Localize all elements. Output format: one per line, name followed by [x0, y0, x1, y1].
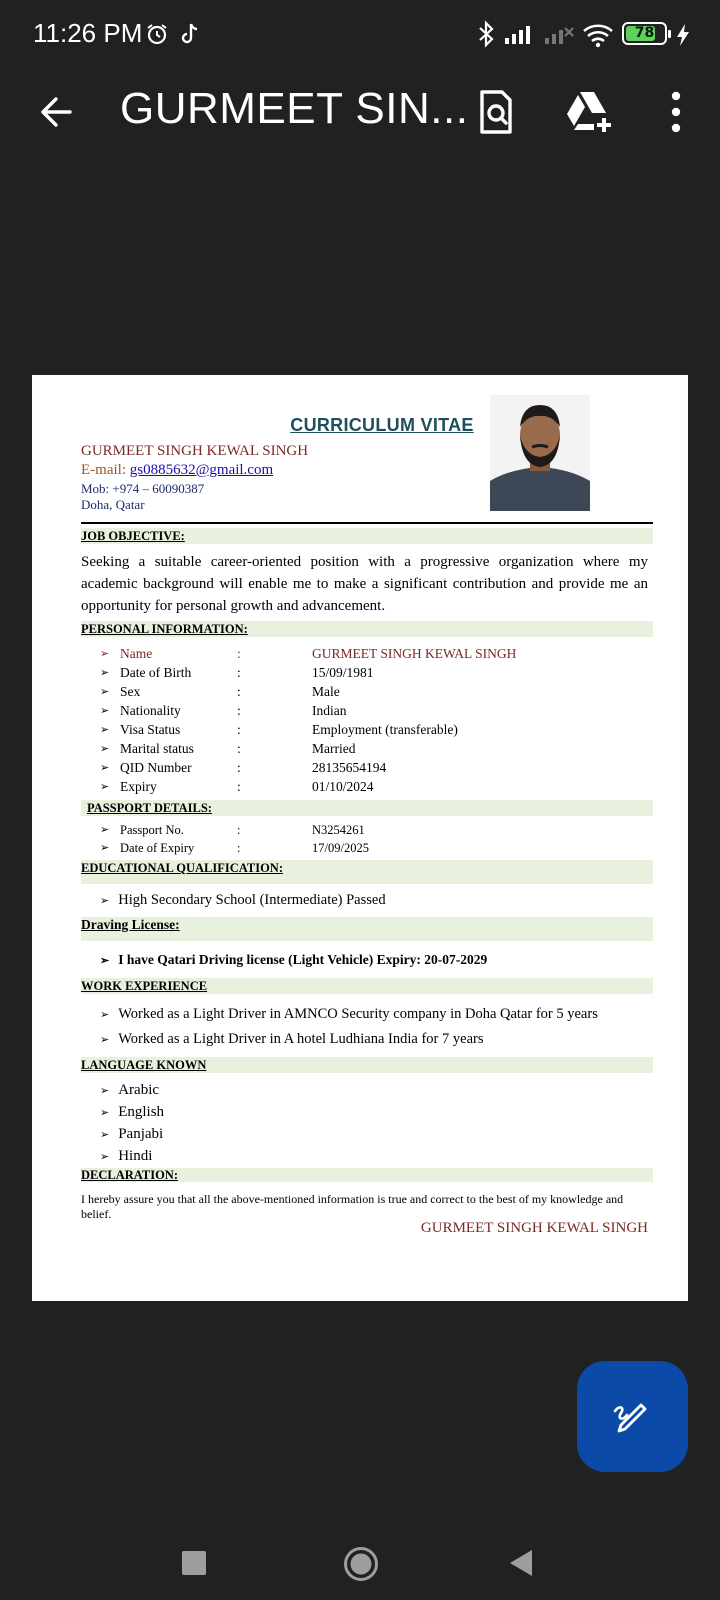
section-heading-education: EDUCATIONAL QUALIFICATION: — [81, 860, 653, 884]
bullet-arrow-icon: ➢ — [100, 724, 110, 736]
header-email-line — [81, 462, 273, 479]
search-document-icon[interactable] — [468, 84, 524, 140]
work-text: Worked as a Light Driver in A hotel Ludhiana India for 7 years — [118, 1031, 484, 1047]
personal-row-visa — [100, 721, 640, 739]
personal-row-qid — [100, 759, 640, 777]
personal-value: 01/10/2024 — [312, 779, 374, 794]
edit-pen-icon — [611, 1395, 655, 1439]
edit-fab-button[interactable] — [577, 1361, 688, 1472]
recents-button[interactable] — [182, 1551, 206, 1575]
passport-value: 17/09/2025 — [312, 841, 369, 855]
personal-row-sex — [100, 683, 640, 701]
bullet-arrow-icon: ➢ — [100, 1151, 110, 1163]
separator: : — [237, 722, 241, 737]
bullet-arrow-icon: ➢ — [100, 1085, 110, 1097]
separator: : — [237, 703, 241, 718]
header-name: GURMEET SINGH KEWAL SINGH — [81, 443, 309, 459]
section-heading-declaration: DECLARATION: — [81, 1168, 653, 1182]
top-app-bar — [0, 70, 720, 170]
passport-row-number — [100, 821, 640, 839]
cv-title: CURRICULUM VITAE — [290, 415, 474, 435]
driving-text: I have Qatari Driving license (Light Vehicle) Expiry: 20-07-2029 — [118, 952, 488, 967]
personal-key: Expiry — [120, 779, 157, 794]
tiktok-icon — [180, 22, 202, 46]
battery-nub — [668, 30, 671, 38]
education-item — [100, 891, 386, 910]
bullet-arrow-icon: ➢ — [100, 762, 110, 774]
bullet-arrow-icon: ➢ — [100, 686, 110, 698]
system-nav-bar — [0, 1510, 720, 1600]
email-link[interactable]: gs0885632@gmail.com — [129, 462, 274, 478]
separator: : — [237, 741, 241, 756]
personal-row-expiry — [100, 778, 640, 796]
separator: : — [237, 823, 241, 837]
back-button[interactable] — [508, 1548, 534, 1578]
bluetooth-icon — [476, 20, 496, 48]
battery-indicator — [622, 22, 667, 45]
bullet-arrow-icon: ➢ — [100, 743, 110, 755]
bullet-arrow-icon: ➢ — [100, 895, 110, 907]
signature-name: GURMEET SINGH KEWAL SINGH — [420, 1220, 648, 1236]
bullet-arrow-icon: ➢ — [100, 781, 110, 793]
header-mobile: Mob: +974 – 60090387 — [81, 481, 205, 496]
bullet-arrow-icon: ➢ — [100, 1129, 110, 1141]
language-text: English — [118, 1104, 165, 1120]
battery-level: 78 — [634, 25, 655, 41]
declaration-text: I hereby assure you that all the above-mentioned information is true and correct to the best of my knowledge and belief. — [81, 1192, 624, 1221]
separator: : — [237, 665, 241, 680]
language-item — [100, 1081, 159, 1100]
personal-row-dob — [100, 664, 640, 682]
language-item — [100, 1103, 164, 1122]
work-text: Worked as a Light Driver in AMNCO Security company in Doha Qatar for 5 years — [118, 1006, 598, 1022]
personal-row-nationality — [100, 702, 640, 720]
language-item — [100, 1147, 152, 1166]
personal-value: Employment (transferable) — [312, 722, 458, 737]
passport-key: Date of Expiry — [120, 841, 195, 855]
bullet-arrow-icon: ➢ — [100, 648, 110, 660]
personal-value: Indian — [312, 703, 347, 718]
section-heading-work-experience: WORK EXPERIENCE — [81, 978, 653, 994]
education-text: High Secondary School (Intermediate) Passed — [118, 892, 386, 908]
passport-key: Passport No. — [120, 823, 184, 837]
status-bar — [0, 0, 720, 70]
personal-key: Sex — [120, 684, 141, 699]
personal-value: Married — [312, 741, 356, 756]
language-text: Hindi — [118, 1148, 153, 1164]
home-button[interactable] — [343, 1546, 379, 1582]
section-heading-job-objective: JOB OBJECTIVE: — [81, 528, 653, 544]
personal-row-name — [100, 645, 640, 663]
header-divider — [81, 522, 653, 524]
add-to-drive-icon[interactable] — [560, 84, 616, 140]
header-city: Doha, Qatar — [81, 497, 145, 512]
signal-off-icon — [543, 24, 577, 46]
language-text: Arabic — [118, 1082, 160, 1098]
section-heading-personal-information: PERSONAL INFORMATION: — [81, 621, 653, 637]
job-objective-text: Seeking a suitable career-oriented position with a progressive organization where my academic background will enable me to make a significant contribution and provide me an opportunity for personal growth and advancement. — [81, 554, 648, 614]
separator: : — [237, 760, 241, 775]
personal-value: 28135654194 — [312, 760, 387, 775]
bullet-arrow-icon: ➢ — [100, 842, 110, 854]
bullet-arrow-icon: ➢ — [100, 667, 110, 679]
alarm-icon — [145, 22, 169, 46]
bullet-arrow-icon: ➢ — [100, 824, 110, 836]
status-time: 11:26 PM — [33, 18, 143, 48]
email-label: E-mail: — [81, 462, 130, 478]
back-arrow-icon[interactable] — [32, 88, 80, 136]
personal-key: Marital status — [120, 741, 194, 756]
bullet-arrow-icon: ➢ — [100, 1009, 110, 1021]
work-item — [100, 1030, 483, 1049]
section-heading-passport: PASSPORT DETAILS: — [81, 800, 653, 816]
work-item — [100, 1005, 598, 1024]
more-vert-icon[interactable] — [648, 84, 704, 140]
separator: : — [237, 841, 241, 855]
section-heading-driving-license: Draving License: — [81, 917, 653, 941]
personal-row-marital — [100, 740, 640, 758]
bullet-arrow-icon: ➢ — [100, 1107, 110, 1119]
profile-photo — [490, 395, 590, 511]
language-text: Panjabi — [118, 1126, 164, 1142]
wifi-icon — [582, 22, 614, 48]
bullet-arrow-icon: ➢ — [100, 1034, 110, 1046]
section-heading-languages: LANGUAGE KNOWN — [81, 1057, 653, 1073]
document-page[interactable] — [32, 375, 688, 1301]
personal-key: Nationality — [120, 703, 181, 718]
charging-icon — [675, 22, 691, 48]
passport-value: N3254261 — [312, 823, 365, 837]
personal-key: QID Number — [120, 760, 192, 775]
separator: : — [237, 646, 241, 661]
personal-value: 15/09/1981 — [312, 665, 374, 680]
personal-key: Date of Birth — [120, 665, 192, 680]
passport-row-expiry — [100, 839, 640, 857]
personal-key: Visa Status — [120, 722, 181, 737]
personal-value: GURMEET SINGH KEWAL SINGH — [312, 646, 517, 661]
bullet-arrow-icon: ➢ — [100, 955, 110, 967]
separator: : — [237, 684, 241, 699]
personal-value: Male — [312, 684, 340, 699]
driving-item — [100, 951, 487, 970]
personal-key: Name — [120, 646, 153, 661]
bullet-arrow-icon: ➢ — [100, 705, 110, 717]
language-item — [100, 1125, 163, 1144]
separator: : — [237, 779, 241, 794]
document-title: GURMEET SIN... — [120, 84, 469, 133]
signal-icon — [503, 24, 537, 46]
